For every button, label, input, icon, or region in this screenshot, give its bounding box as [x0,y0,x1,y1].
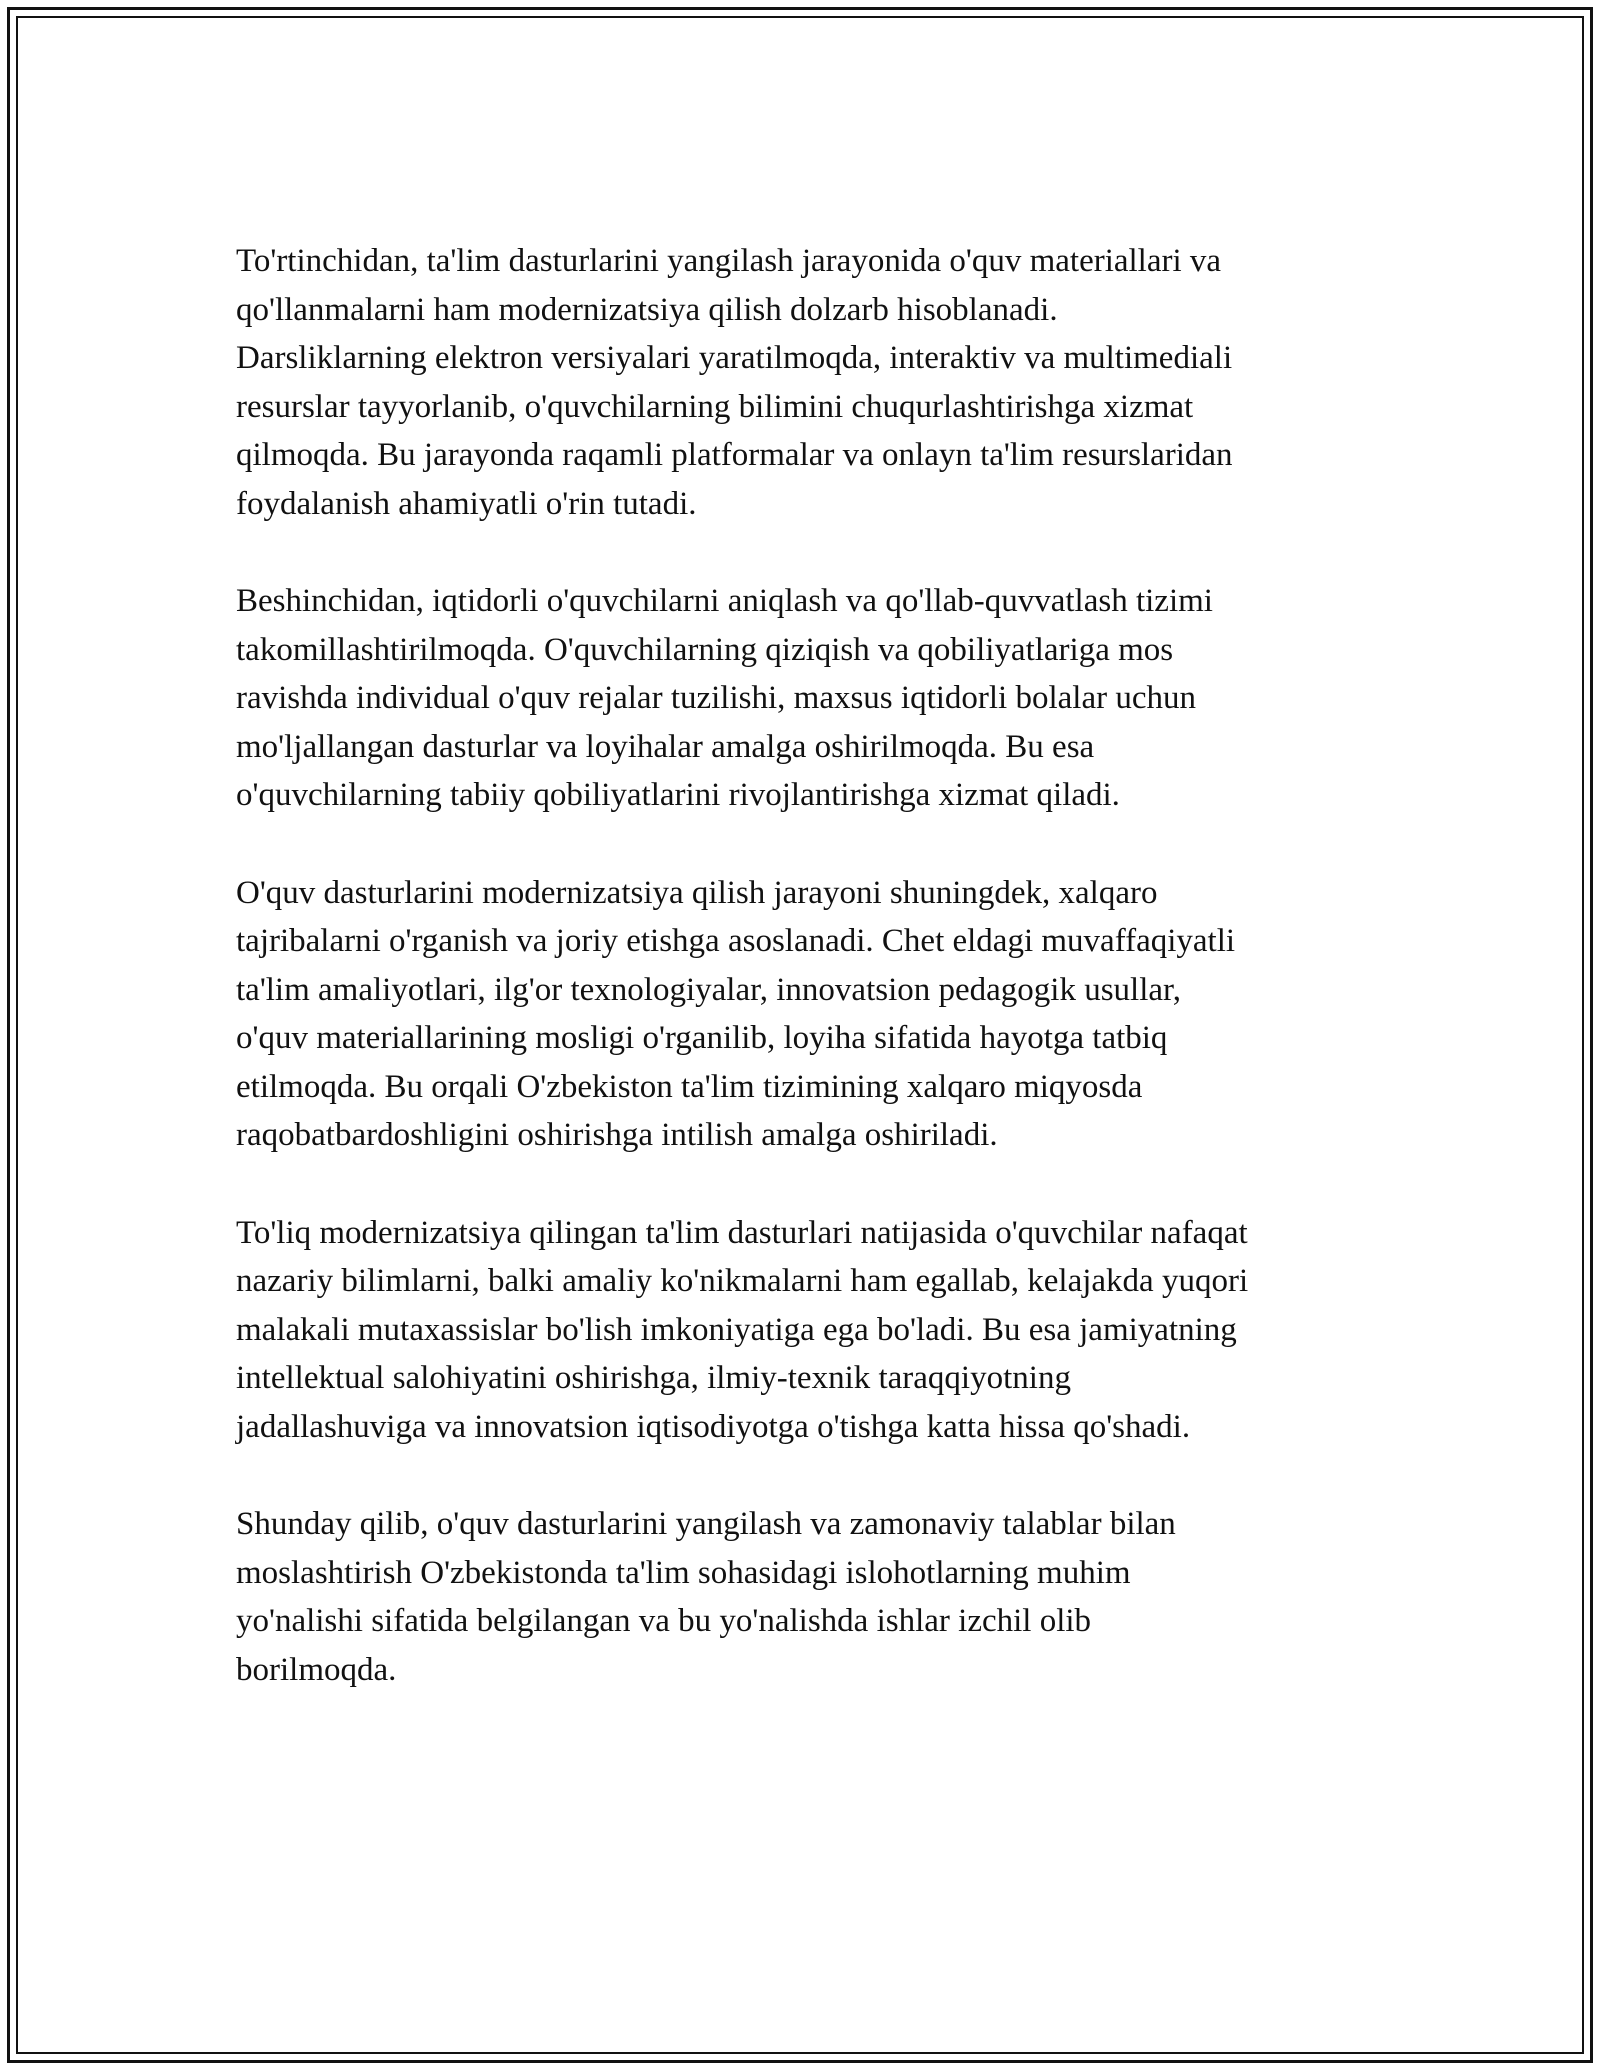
paragraph-3: O'quv dasturlarini modernizatsiya qilish jarayoni shuningdek, xalqaro tajribalarni o'rganish va joriy etishga asoslanadi. Chet eldagi muvaffaqiyatli ta'lim amaliyotlari, ilg'or texnologiyalar, innovatsion pedagogik usullar, o'quv materiallarining mosligi o'rganilib, loyiha sifatida hayotga tatbiq etilmoqda. Bu orqali O'zbekiston ta'lim tizimining xalqaro miqyosda raqobatbardoshligini oshirishga intilish amalga oshiriladi. [236,874,1236,1153]
document-body [236,237,1376,1743]
paragraph-4: To'liq modernizatsiya qilingan ta'lim dasturlari natijasida o'quvchilar nafaqat nazariy bilimlarni, balki amaliy ko'nikmalarni ham egallab, kelajakda yuqori malakali mutaxassislar bo'lish imkoniyatiga ega bo'ladi. Bu esa jamiyatning intellektual salohiyatini oshirishga, ilmiy-texnik taraqqiyotning jadallashuviga va innovatsion iqtisodiyotga o'tishga katta hissa qo'shadi. [236,1214,1249,1445]
paragraph-1: To'rtinchidan, ta'lim dasturlarini yangilash jarayonida o'quv materiallari va qo'llanmalarni ham modernizatsiya qilish dolzarb hisoblanadi. Darsliklarning elektron versiyalari yaratilmoqda, interaktiv va multimediali resurslar tayyorlanib, o'quvchilarning bilimini chuqurlashtirishga xizmat qilmoqda. Bu jarayonda raqamli platformalar va onlayn ta'lim resurslaridan foydalanish ahamiyatli o'rin tutadi. [236,243,1233,522]
paragraph-5: Shunday qilib, o'quv dasturlarini yangilash va zamonaviy talablar bilan moslashtirish O'zbekistonda ta'lim sohasidagi islohotlarning muhim yo'nalishi sifatida belgilangan va bu yo'nalishda ishlar izchil olib borilmoqda. [236,1506,1176,1688]
paragraph-2: Beshinchidan, iqtidorli o'quvchilarni aniqlash va qo'llab-quvvatlash tizimi takomillashtirilmoqda. O'quvchilarning qiziqish va qobiliyatlariga mos ravishda individual o'quv rejalar tuzilishi, maxsus iqtidorli bolalar uchun mo'ljallangan dasturlar va loyihalar amalga oshirilmoqda. Bu esa o'quvchilarning tabiiy qobiliyatlarini rivojlantirishga xizmat qiladi. [236,583,1213,813]
